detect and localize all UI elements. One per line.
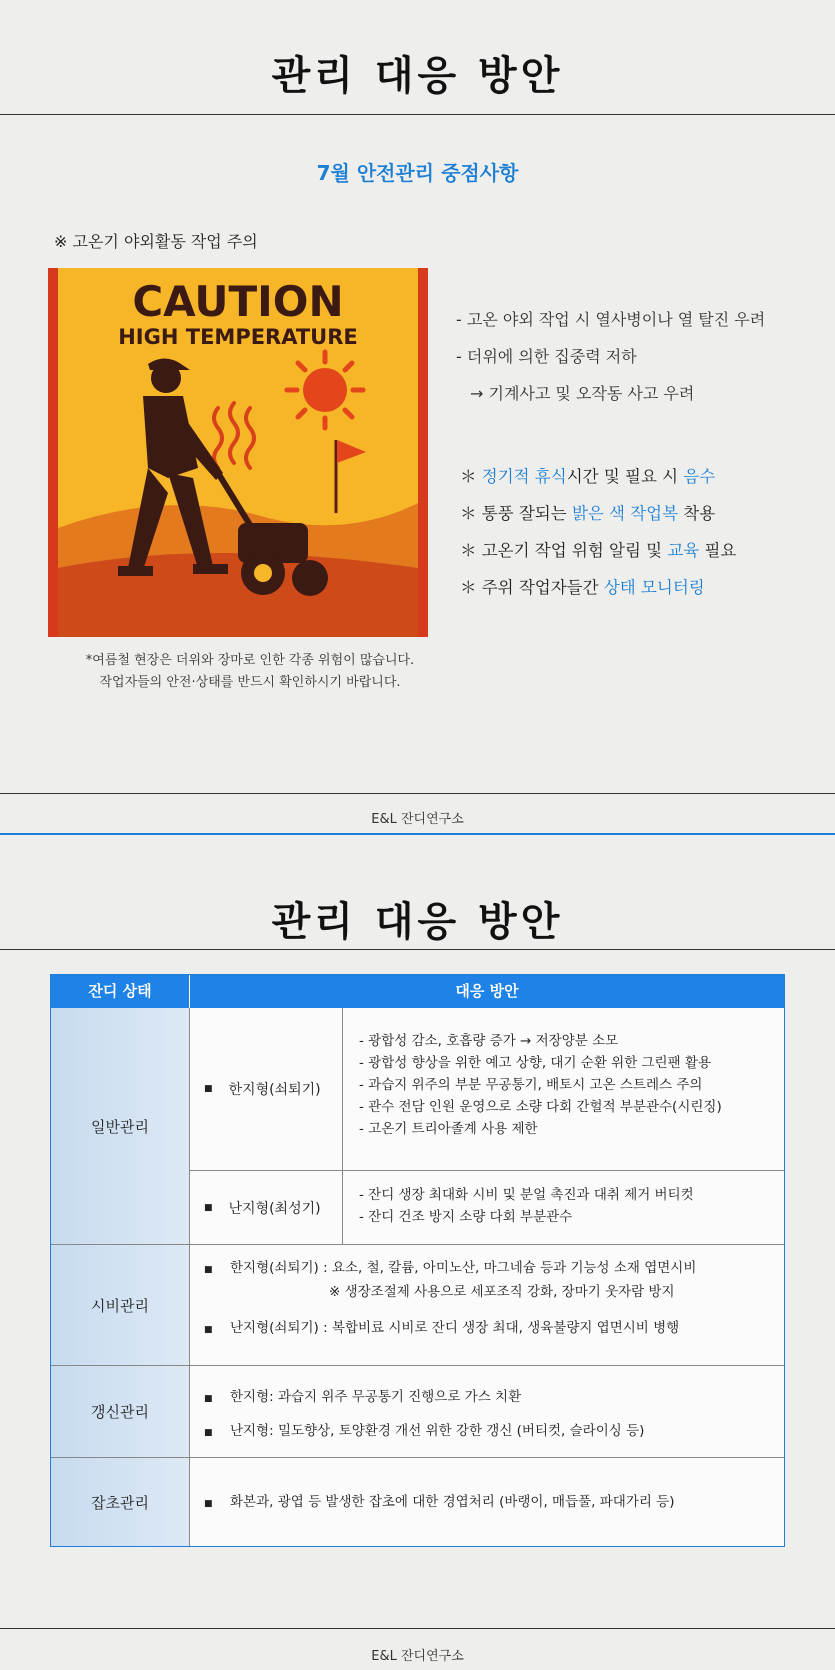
poster-temperature-text: HIGH TEMPERATURE [118,325,358,349]
poster-caption: *여름철 현장은 더위와 장마로 인한 각종 위험이 많습니다. 작업자들의 안전·상태를 반드시 확인하시기 바랍니다. [85,653,415,690]
risk-item: - 고온 야외 작업 시 열사병이나 열 탈진 우려 [456,310,766,329]
renovation-details: ■ 한지형: 과습지 위주 무공통기 진행으로 가스 치환 ■ 난지형: 밀도향상, 토양환경 개선 위한 강한 갱신 (버티컷, 슬라이싱 등) [204,1389,645,1439]
action-item: ＊ 주위 작업자들간 상태 모니터링 [460,578,705,597]
poster-caution-text: CAUTION [132,277,344,326]
management-table [50,974,785,1547]
cool-season-details: - 광합성 감소, 호흡량 증가 → 저장양분 소모 - 광합성 향상을 위한 예고 상향, 대기 순환 위한 그린팬 활용 - 과습지 위주의 부분 무공통기, 배토시 고온 스트레스 주의 - 관수 전담 인원 운영으로 소량 다회 간헐적 부분관수(시린징) - 고온기 트리아졸계 사용 제한 [359,1033,722,1137]
footer-divider [0,1628,835,1629]
category-fertilization: 시비관리 [51,1245,190,1365]
weed-details: ■ 화본과, 광엽 등 발생한 잡초에 대한 경엽처리 (바랭이, 매듭풀, 파대가리 등) [204,1494,675,1510]
footer-divider [0,793,835,794]
action-item: ＊ 통풍 잘되는 밝은 색 작업복 착용 [460,504,716,523]
title-divider [0,114,835,115]
action-item: ＊ 정기적 휴식시간 및 필요 시 음수 [460,467,716,486]
category-weed: 잡초관리 [51,1458,190,1546]
sub-cool-season: ■ 한지형(쇠퇴기) [190,1008,343,1170]
category-general: 일반관리 [51,1008,190,1244]
fertilization-details: ■ 한지형(쇠퇴기) : 요소, 철, 칼륨, 아미노산, 마그네슘 등과 기능성 소재 엽면시비 ※ 생장조절제 사용으로 세포조직 강화, 장마기 웃자람 방지 ■ 난지형(쇠퇴기) : 복합비료 시비로 잔디 생장 최대, 생육불량지 엽면시비 병행 [204,1260,697,1336]
title-divider [0,949,835,950]
risk-item: - 더위에 의한 집중력 저하 [456,347,637,366]
warm-season-details: - 잔디 생장 최대화 시비 및 분얼 촉진과 대취 제거 버티컷 - 잔디 건조 방지 소량 다회 부분관수 [359,1187,694,1225]
risk-list [456,301,826,412]
risk-item: → 기계사고 및 오작동 사고 우려 [470,384,695,403]
caution-poster [48,268,428,637]
action-list [460,458,830,606]
section-subtitle: 7월 안전관리 중점사항 [316,161,519,185]
category-renovation: 갱신관리 [51,1366,190,1457]
slide-management-table [0,835,835,1670]
header-response: 대응 방안 [190,975,784,1008]
sun-icon [287,352,363,428]
action-item: ＊ 고온기 작업 위험 알림 및 교육 필요 [460,541,737,560]
sub-warm-season: ■ 난지형(최성기) [190,1171,343,1244]
footer-text: E&L 잔디연구소 [371,1649,464,1664]
note-label: ※ 고온기 야외활동 작업 주의 [54,232,258,251]
page-title: 관리 대응 방안 [271,53,564,99]
footer-text: E&L 잔디연구소 [371,812,464,827]
page-title: 관리 대응 방안 [271,899,564,945]
header-status: 잔디 상태 [51,975,190,1008]
